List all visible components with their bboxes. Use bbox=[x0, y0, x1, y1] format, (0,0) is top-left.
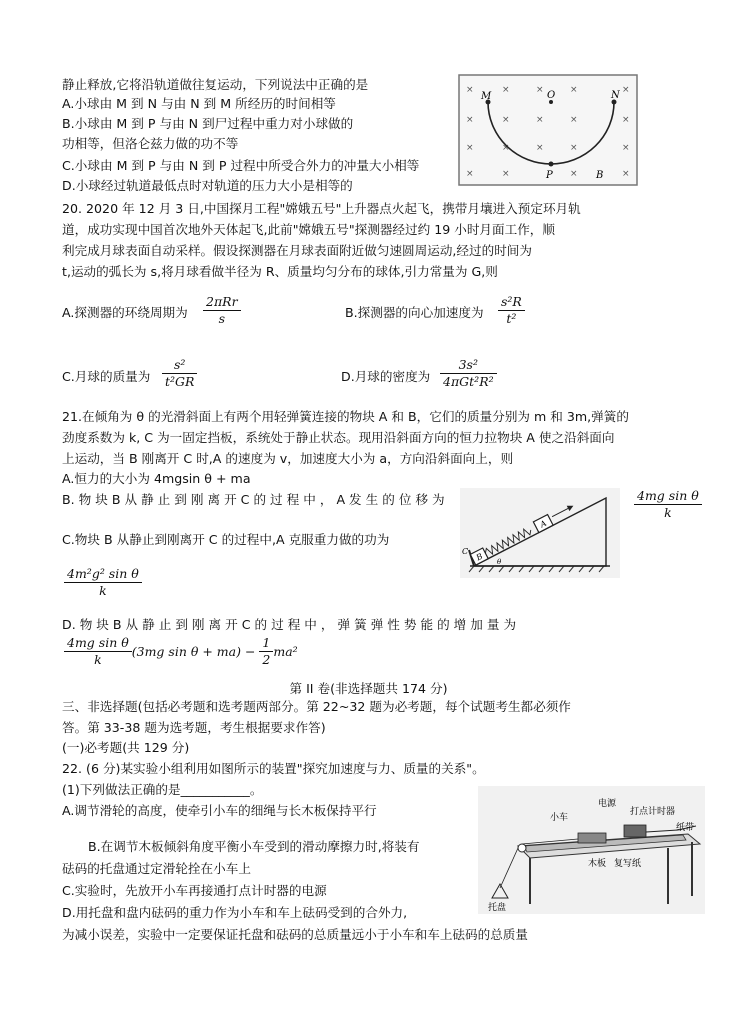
svg-text:×: × bbox=[570, 115, 578, 125]
q21-incline-figure bbox=[460, 488, 620, 578]
svg-text:×: × bbox=[622, 115, 630, 125]
q21-option-c: C.物块 B 从静止到刚离开 C 的过程中,A 克服重力做的功为 bbox=[62, 532, 390, 547]
svg-text:×: × bbox=[536, 115, 544, 125]
svg-text:×: × bbox=[466, 85, 474, 95]
q20-option-a-formula bbox=[203, 294, 241, 327]
svg-text:×: × bbox=[570, 169, 578, 179]
q19-option-b-line2: 功相等，但洛仑兹力做的功不等 bbox=[62, 136, 239, 151]
label-p: P bbox=[546, 170, 553, 181]
q20-option-b: B.探测器的向心加速度为 bbox=[345, 305, 484, 320]
q20-line2: 道，成功实现中国首次地外天体起飞,此前"嫦娥五号"探测器经过约 19 小时月面工作，顺 bbox=[62, 222, 555, 237]
timer bbox=[624, 825, 646, 837]
svg-text:×: × bbox=[622, 143, 630, 153]
label-board: 木板 bbox=[588, 859, 607, 869]
label-theta: θ bbox=[497, 558, 502, 566]
svg-text:×: × bbox=[466, 143, 474, 153]
q20-option-b-formula bbox=[498, 294, 525, 327]
svg-text:×: × bbox=[622, 169, 630, 179]
svg-text:×: × bbox=[466, 169, 474, 179]
svg-text:×: × bbox=[502, 143, 510, 153]
svg-text:×: × bbox=[466, 115, 474, 125]
label-power: 电源 bbox=[598, 799, 617, 809]
frac-denominator: s bbox=[218, 311, 225, 326]
q21-option-b: B. 物 块 B 从 静 止 到 刚 离 开 C 的 过 程 中 ， A 发 生 的 位 移 为 bbox=[62, 492, 445, 507]
cart bbox=[578, 833, 606, 843]
frac-numerator: 2πRr bbox=[203, 294, 241, 311]
frac-denominator: 2 bbox=[262, 652, 271, 667]
q19-track-figure bbox=[458, 74, 638, 186]
q22-line1: 22. (6 分)某实验小组利用如图所示的装置"探究加速度与力、质量的关系"。 bbox=[62, 761, 485, 776]
svg-text:×: × bbox=[536, 143, 544, 153]
label-tray: 托盘 bbox=[488, 903, 507, 913]
label-carbon-paper: 复写纸 bbox=[614, 859, 642, 869]
label-b: B bbox=[474, 551, 485, 563]
formula-fraction bbox=[64, 635, 132, 668]
q19-option-b-line1: B.小球由 M 到 P 与由 N 到尸过程中重力对小球做的 bbox=[62, 116, 354, 131]
q22-option-d-line2: 为减小误差，实验中一定要保证托盘和砝码的总质量远小于小车和车上砝码的总质量 bbox=[62, 927, 528, 942]
frac-numerator: 1 bbox=[259, 635, 273, 652]
svg-text:×: × bbox=[622, 85, 630, 95]
q20-line4: t,运动的弧长为 s,将月球看做半径为 R、质量均匀分布的球体,引力常量为 G,则 bbox=[62, 264, 498, 279]
label-m: M bbox=[481, 91, 492, 102]
q20-option-d: D.月球的密度为 bbox=[341, 369, 431, 384]
formula-tail: ma² bbox=[273, 644, 298, 659]
frac-denominator: k bbox=[99, 583, 107, 598]
q20-option-a: A.探测器的环绕周期为 bbox=[62, 305, 188, 320]
q19-option-a: A.小球由 M 到 N 与由 N 到 M 所经历的时间相等 bbox=[62, 96, 336, 111]
section-instructions-line2: 答。第 33-38 题为选考题，考生根据要求作答) bbox=[62, 720, 326, 735]
formula-half bbox=[259, 635, 273, 668]
svg-text:×: × bbox=[536, 85, 544, 95]
q20-line1: 20. 2020 年 12 月 3 日,中国探月工程"嫦娥五号"上升器点火起飞，携带月壤进入预定环月轨 bbox=[62, 201, 581, 216]
frac-numerator: 4mg sin θ bbox=[64, 635, 132, 652]
formula-middle: (3mg sin θ + ma) − bbox=[131, 644, 256, 659]
frac-denominator: k bbox=[94, 652, 102, 667]
frac-denominator: 4πGt²R² bbox=[443, 374, 494, 389]
q21-option-d-formula bbox=[64, 635, 298, 668]
pulley bbox=[518, 844, 526, 852]
q21-option-d: D. 物 块 B 从 静 止 到 刚 离 开 C 的 过 程 中 ， 弹 簧 弹 性 势 能 的 增 加 量 为 bbox=[62, 617, 517, 632]
q21-line1: 21.在倾角为 θ 的光滑斜面上有两个用轻弹簧连接的物块 A 和 B，它们的质量分别为 m 和 3m,弹簧的 bbox=[62, 409, 629, 424]
svg-text:×: × bbox=[570, 85, 578, 95]
q22-option-a: A.调节滑轮的高度，使牵引小车的细绳与长木板保持平行 bbox=[62, 803, 377, 818]
frac-denominator: k bbox=[664, 505, 672, 520]
q22-apparatus-figure bbox=[478, 786, 705, 914]
q22-line2: (1)下列做法正确的是___________。 bbox=[62, 782, 263, 797]
q21-option-c-formula bbox=[64, 566, 142, 599]
label-a: A bbox=[538, 518, 548, 530]
frac-numerator: 4m²g² sin θ bbox=[64, 566, 142, 583]
frac-numerator: s²R bbox=[498, 294, 525, 311]
svg-text:×: × bbox=[570, 143, 578, 153]
frac-numerator: 4mg sin θ bbox=[634, 488, 702, 505]
q22-option-d-line1: D.用托盘和盘内砝码的重力作为小车和车上砝码受到的合外力, bbox=[62, 905, 408, 920]
label-tape: 纸带 bbox=[676, 823, 695, 833]
label-timer: 打点计时器 bbox=[630, 807, 676, 817]
q20-line3: 利完成月球表面自动采样。假设探测器在月球表面附近做匀速圆周运动,经过的时间为 bbox=[62, 243, 532, 258]
q21-option-a: A.恒力的大小为 4mgsin θ + ma bbox=[62, 471, 251, 486]
q21-line3: 上运动，当 B 刚离开 C 时,A 的速度为 v，加速度大小为 a，方向沿斜面向上，则 bbox=[62, 451, 514, 466]
q19-option-c: C.小球由 M 到 P 与由 N 到 P 过程中所受合外力的冲量大小相等 bbox=[62, 158, 420, 173]
q19-option-d: D.小球经过轨道最低点时对轨道的压力大小是相等的 bbox=[62, 178, 353, 193]
q20-option-d-formula bbox=[440, 357, 497, 390]
label-cart: 小车 bbox=[550, 813, 569, 823]
section-instructions-line1: 三、非选择题(包括必考题和选考题两部分。第 22~32 题为必考题，每个试题考生都必须作 bbox=[62, 699, 571, 714]
label-b: B bbox=[596, 170, 604, 181]
svg-text:×: × bbox=[502, 169, 510, 179]
svg-text:×: × bbox=[502, 115, 510, 125]
section-required-heading: (一)必考题(共 129 分) bbox=[62, 740, 190, 755]
label-o: O bbox=[547, 90, 556, 101]
svg-text:×: × bbox=[502, 85, 510, 95]
q21-option-b-formula bbox=[634, 488, 702, 521]
q21-line2: 劲度系数为 k, C 为一固定挡板，系统处于静止状态。现用沿斜面方向的恒力拉物块 A 使之沿斜面向 bbox=[62, 430, 615, 445]
label-c: C bbox=[462, 547, 469, 556]
q20-option-c: C.月球的质量为 bbox=[62, 369, 151, 384]
frac-denominator: t² bbox=[506, 311, 517, 326]
frac-numerator: s² bbox=[162, 357, 197, 374]
frac-numerator: 3s² bbox=[440, 357, 497, 374]
q22-option-c: C.实验时，先放开小车再接通打点计时器的电源 bbox=[62, 883, 327, 898]
section-title: 第 II 卷(非选择题共 174 分) bbox=[289, 681, 448, 696]
q22-option-b-line1: B.在调节木板倾斜角度平衡小车受到的滑动摩擦力时,将装有 bbox=[88, 839, 420, 854]
label-n: N bbox=[611, 90, 620, 101]
q22-option-b-line2: 砝码的托盘通过定滑轮拴在小车上 bbox=[62, 861, 251, 876]
q20-option-c-formula bbox=[162, 357, 197, 390]
q19-intro: 静止释放,它将沿轨道做往复运动，下列说法中正确的是 bbox=[62, 77, 369, 92]
frac-denominator: t²GR bbox=[165, 374, 195, 389]
